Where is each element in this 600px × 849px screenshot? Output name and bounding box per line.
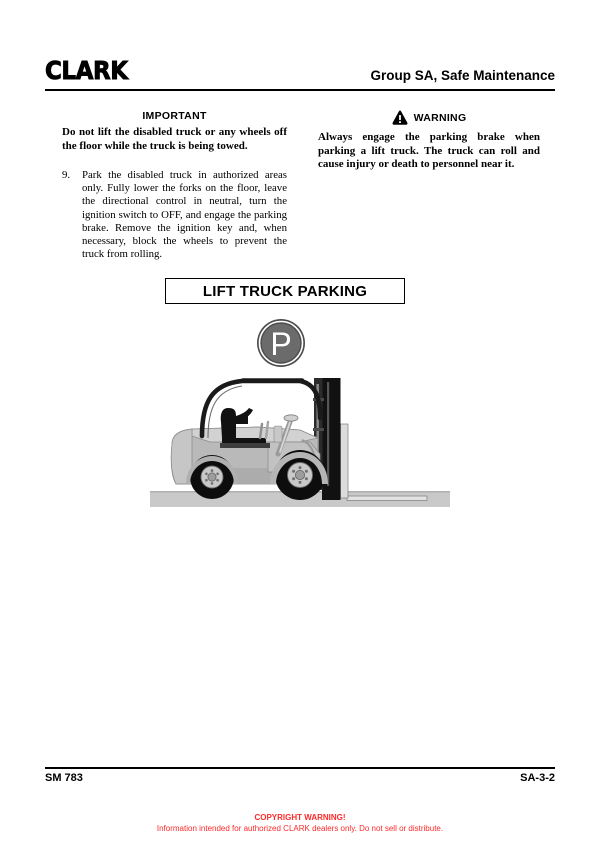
warning-body: Always engage the parking brake when parking a lift truck. The truck can roll and cause injury or death to personnel near it. [318, 131, 540, 170]
figure-caption-label: LIFT TRUCK PARKING [202, 282, 368, 300]
warning-notice [318, 110, 540, 172]
parking-symbol-icon [256, 318, 306, 368]
important-body: Do not lift the disabled truck or any wheels off the floor while the truck is being towed. [62, 126, 287, 152]
steering-wheel [284, 415, 298, 421]
header-divider [45, 89, 555, 91]
warning-heading: WARNING [413, 111, 467, 124]
figure-caption-box [165, 278, 405, 304]
copyright-warning [0, 812, 600, 834]
step-text: Park the disabled truck in authorized areas only. Fully lower the forks on the floor, leave the directional control in neutral, turn the ignition switch to OFF, and engage the parking brake. Remove the ignition key and, when necessary, block the wheels to prevent the truck from rolling. [82, 169, 287, 261]
page-title: Group SA, Safe Maintenance [370, 67, 555, 83]
page-header [45, 52, 555, 88]
forklift-side-view-illustration [150, 372, 450, 514]
warning-triangle-icon [392, 110, 408, 125]
fork-carriage [341, 424, 349, 498]
important-notice [62, 110, 287, 153]
step-item-9 [62, 169, 287, 261]
step-number: 9. [62, 169, 71, 181]
right-column [318, 110, 540, 172]
fork-tine [347, 496, 427, 501]
important-heading: IMPORTANT [142, 110, 207, 122]
clark-logo: CLARK [45, 56, 128, 85]
footer-document-number: SM 783 [45, 772, 83, 784]
footer-page-number: SA-3-2 [520, 772, 555, 784]
left-column [62, 110, 287, 261]
warning-heading-row [318, 110, 540, 125]
footer-divider [45, 767, 555, 769]
copyright-detail: Information intended for authorized CLARK dealers only. Do not sell or distribute. [156, 824, 444, 833]
parking-symbol-letter: P [270, 326, 292, 362]
copyright-headline: COPYRIGHT WARNING! [254, 813, 346, 822]
